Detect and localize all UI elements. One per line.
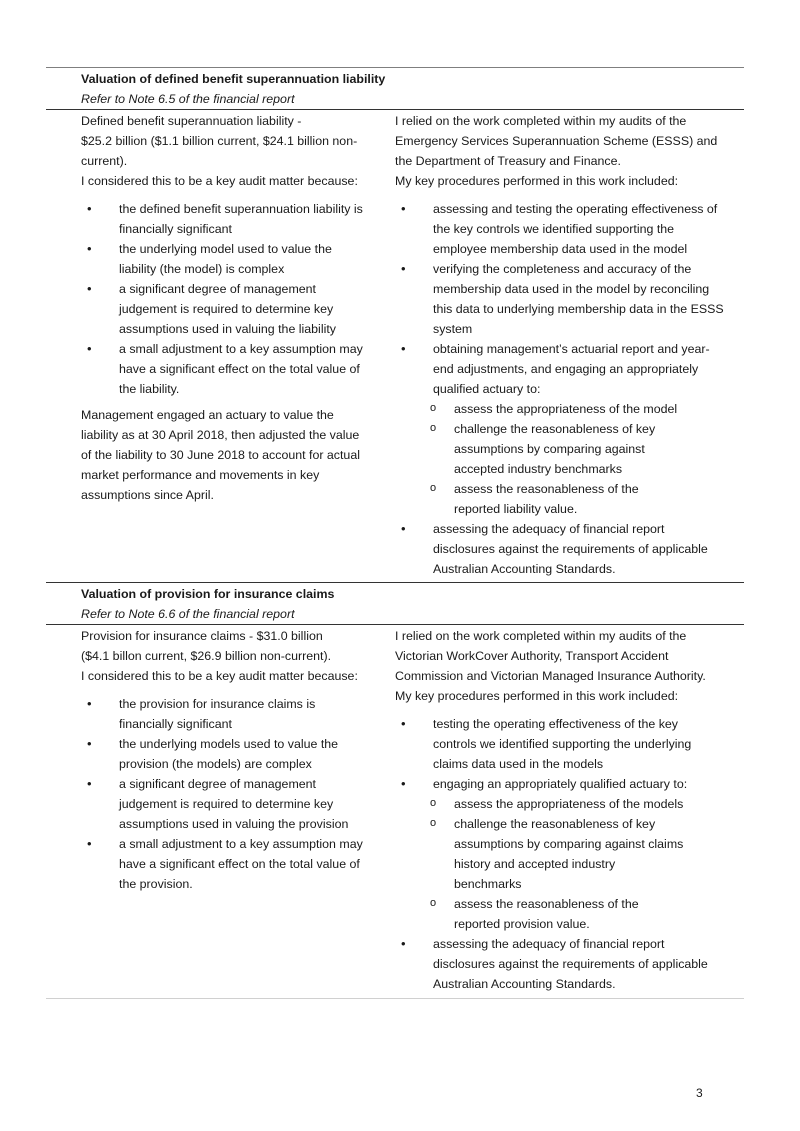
list-item: • testing the operating effectiveness of the key controls we identified supporting the underlying claims data used in the models [395, 714, 740, 774]
page-number: 3 [696, 1086, 703, 1100]
audit-response-column [395, 626, 740, 994]
text-line: I relied on the work completed within my audits of the [395, 629, 687, 643]
list-item: • verifying the completeness and accuracy of the membership data used in the model by reconciling this data to underlying membership data in the ESSS system [395, 259, 740, 339]
list-item: • the provision for insurance claims is financially significant [81, 694, 386, 734]
procedures-list [395, 714, 740, 994]
sub-list-item: o assess the appropriateness of the models [395, 794, 740, 814]
section-reference: Refer to Note 6.6 of the financial report [81, 607, 295, 621]
list-item: • a small adjustment to a key assumption may have a significant effect on the total value of the liability. [81, 339, 386, 399]
sub-list-item: o assess the appropriateness of the model [395, 399, 740, 419]
kam-section-superannuation [46, 67, 744, 576]
closing-paragraph: Management engaged an actuary to value the liability as at 30 April 2018, then adjusted the value of the liability to 30 June 2018 to account for actual market performance and movements in key assumptions since April. [81, 408, 360, 502]
list-item: • assessing the adequacy of financial report disclosures against the requirements of applicable Australian Accounting Standards. [395, 519, 740, 579]
list-item: • assessing and testing the operating effectiveness of the key controls we identified supporting the employee membership data used in the model [395, 199, 740, 259]
text-line: Victorian WorkCover Authority, Transport Accident [395, 649, 669, 663]
sub-list-item: o challenge the reasonableness of key assumptions by comparing against accepted industry benchmarks [395, 419, 740, 479]
list-item: • assessing the adequacy of financial report disclosures against the requirements of applicable Australian Accounting Standards. [395, 934, 740, 994]
section-header [46, 583, 744, 624]
list-item: • the underlying models used to value the provision (the models) are complex [81, 734, 386, 774]
text-line: I considered this to be a key audit matter because: [81, 669, 358, 683]
text-line: Emergency Services Superannuation Scheme (ESSS) and [395, 134, 718, 148]
section-title: Valuation of provision for insurance claims [81, 587, 335, 601]
text-line: I considered this to be a key audit matter because: [81, 174, 358, 188]
list-item: • obtaining management’s actuarial report and year- end adjustments, and engaging an appropriately qualified actuary to: o assess the appropriateness of the model o challenge the reasonableness of key assumptions by comparing against accepted industry benchmarks o assess the reasonableness of the reported liability value. [395, 339, 740, 519]
text-line: Defined benefit superannuation liability - [81, 114, 302, 128]
sub-list-item: o assess the reasonableness of the reported liability value. [395, 479, 740, 519]
kam-section-insurance-claims [46, 582, 744, 991]
key-audit-matter-column [81, 626, 386, 894]
key-audit-matter-column [81, 111, 386, 505]
text-line: Commission and Victorian Managed Insurance Authority. [395, 669, 706, 683]
section-reference: Refer to Note 6.5 of the financial report [81, 92, 295, 106]
procedures-list [395, 199, 740, 579]
list-item: • the defined benefit superannuation liability is financially significant [81, 199, 386, 239]
list-item: • a small adjustment to a key assumption may have a significant effect on the total value of the provision. [81, 834, 386, 894]
list-item: • the underlying model used to value the liability (the model) is complex [81, 239, 386, 279]
text-line: current). [81, 154, 128, 168]
section-header [46, 68, 744, 109]
text-line: My key procedures performed in this work included: [395, 689, 679, 703]
text-line: the Department of Treasury and Finance. [395, 154, 621, 168]
reasons-list [81, 199, 386, 399]
sub-list [395, 399, 740, 519]
text-line: $25.2 billion ($1.1 billion current, $24.1 billion non- [81, 134, 358, 148]
list-item: • a significant degree of management judgement is required to determine key assumptions used in valuing the provision [81, 774, 386, 834]
list-item: • a significant degree of management judgement is required to determine key assumptions used in valuing the liability [81, 279, 386, 339]
text-line: My key procedures performed in this work included: [395, 174, 679, 188]
reasons-list [81, 694, 386, 894]
table-bottom-rule [46, 998, 744, 999]
text-line: I relied on the work completed within my audits of the [395, 114, 687, 128]
section-title: Valuation of defined benefit superannuation liability [81, 72, 386, 86]
sub-list-item: o assess the reasonableness of the reported provision value. [395, 894, 740, 934]
text-line: ($4.1 billon current, $26.9 billion non-current). [81, 649, 332, 663]
text-line: Provision for insurance claims - $31.0 billion [81, 629, 323, 643]
list-item: • engaging an appropriately qualified actuary to: o assess the appropriateness of the models o challenge the reasonableness of key assumptions by comparing against claims history and accepted industry benchmarks o assess the reasonableness of the reported provision value. [395, 774, 740, 934]
audit-response-column [395, 111, 740, 579]
sub-list-item: o challenge the reasonableness of key assumptions by comparing against claims history and accepted industry benchmarks [395, 814, 740, 894]
sub-list [395, 794, 740, 934]
